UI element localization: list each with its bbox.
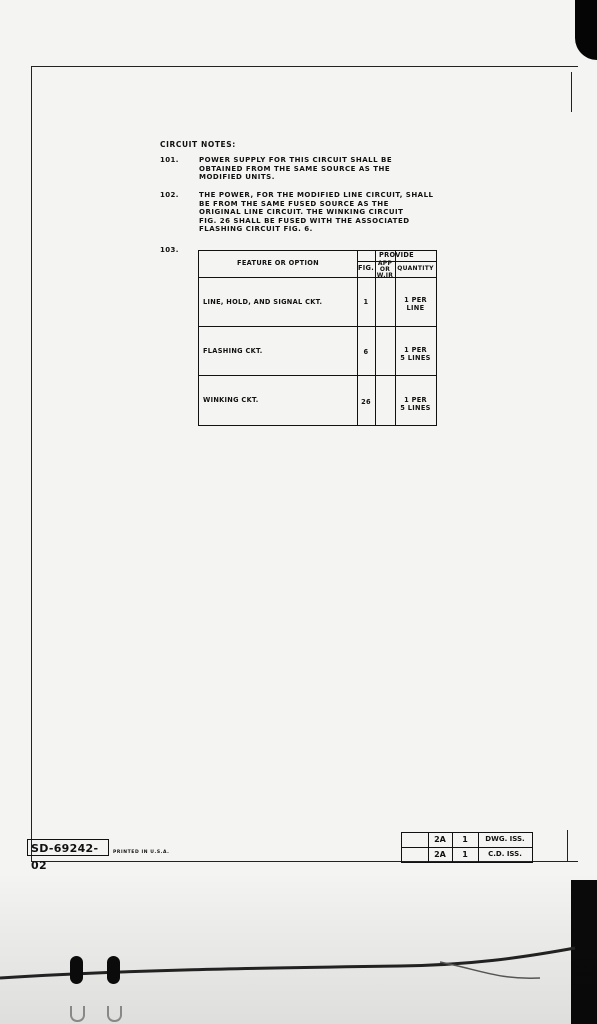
row-quantity-line: 5 LINES bbox=[400, 403, 431, 412]
row-quantity bbox=[395, 347, 436, 362]
header-feature: FEATURE OR OPTION bbox=[237, 259, 319, 267]
row-quantity bbox=[395, 297, 436, 312]
header-app-line: OR bbox=[379, 266, 391, 273]
issue-number: 2A bbox=[434, 835, 446, 844]
row-fig: 26 bbox=[361, 398, 371, 406]
scan-dark-corner bbox=[575, 0, 597, 60]
row-feature: WINKING CKT. bbox=[203, 396, 259, 404]
issue-block bbox=[401, 832, 533, 863]
row-quantity-line: 1 PER bbox=[404, 396, 427, 404]
header-app-line: W.IR bbox=[376, 272, 394, 279]
row-quantity bbox=[395, 397, 436, 412]
issue-sheet: 1 bbox=[462, 835, 468, 844]
header-app-line: APP bbox=[377, 260, 393, 267]
issue-number: 2A bbox=[434, 850, 446, 859]
drawing-number: SD-69242-02 bbox=[27, 839, 109, 856]
tear-line bbox=[0, 940, 580, 980]
row-fig: 1 bbox=[363, 298, 369, 306]
circuit-notes-title: CIRCUIT NOTES: bbox=[160, 140, 236, 149]
row-quantity-line: 1 PER bbox=[404, 296, 427, 304]
row-feature: LINE, HOLD, AND SIGNAL CKT. bbox=[203, 298, 323, 306]
issue-label: DWG. ISS. bbox=[485, 835, 525, 843]
header-provide: PROVIDE bbox=[379, 251, 414, 259]
frame-edge-mark bbox=[571, 72, 572, 112]
row-fig: 6 bbox=[363, 348, 369, 356]
row-quantity-line: LINE bbox=[406, 303, 425, 312]
printed-in-label: PRINTED IN U.S.A. bbox=[113, 850, 170, 855]
note-text: POWER SUPPLY FOR THIS CIRCUIT SHALL BE OBTAINED FROM THE SAME SOURCE AS THE MODIFIED UNITS. bbox=[199, 156, 393, 182]
row-quantity-line: 1 PER bbox=[404, 346, 427, 354]
note-text: THE POWER, FOR THE MODIFIED LINE CIRCUIT, SHALL BE FROM THE SAME FUSED SOURCE AS THE ORIGINAL LINE CIRCUIT. THE WINKING CIRCUIT FIG. 26 SHALL BE FUSED WITH THE ASSOCIATED FLASHING CIRCUIT FIG. 6. bbox=[199, 191, 434, 234]
row-feature: FLASHING CKT. bbox=[203, 347, 263, 355]
binder-hole-shadow-icon bbox=[107, 1006, 122, 1022]
row-quantity-line: 5 LINES bbox=[400, 353, 431, 362]
note-number: 101. bbox=[160, 156, 179, 164]
binder-hole-icon bbox=[107, 956, 120, 984]
drawing-frame bbox=[31, 66, 578, 862]
binder-hole-icon bbox=[70, 956, 83, 984]
header-fig: FIG. bbox=[357, 264, 375, 272]
note-number: 103. bbox=[160, 246, 179, 254]
frame-edge-mark bbox=[567, 830, 568, 862]
issue-label: C.D. ISS. bbox=[488, 850, 522, 858]
note-number: 102. bbox=[160, 191, 179, 199]
feature-table bbox=[198, 250, 437, 426]
issue-sheet: 1 bbox=[462, 850, 468, 859]
header-app bbox=[375, 261, 395, 279]
binder-hole-shadow-icon bbox=[70, 1006, 85, 1022]
header-quantity: QUANTITY bbox=[397, 265, 434, 272]
